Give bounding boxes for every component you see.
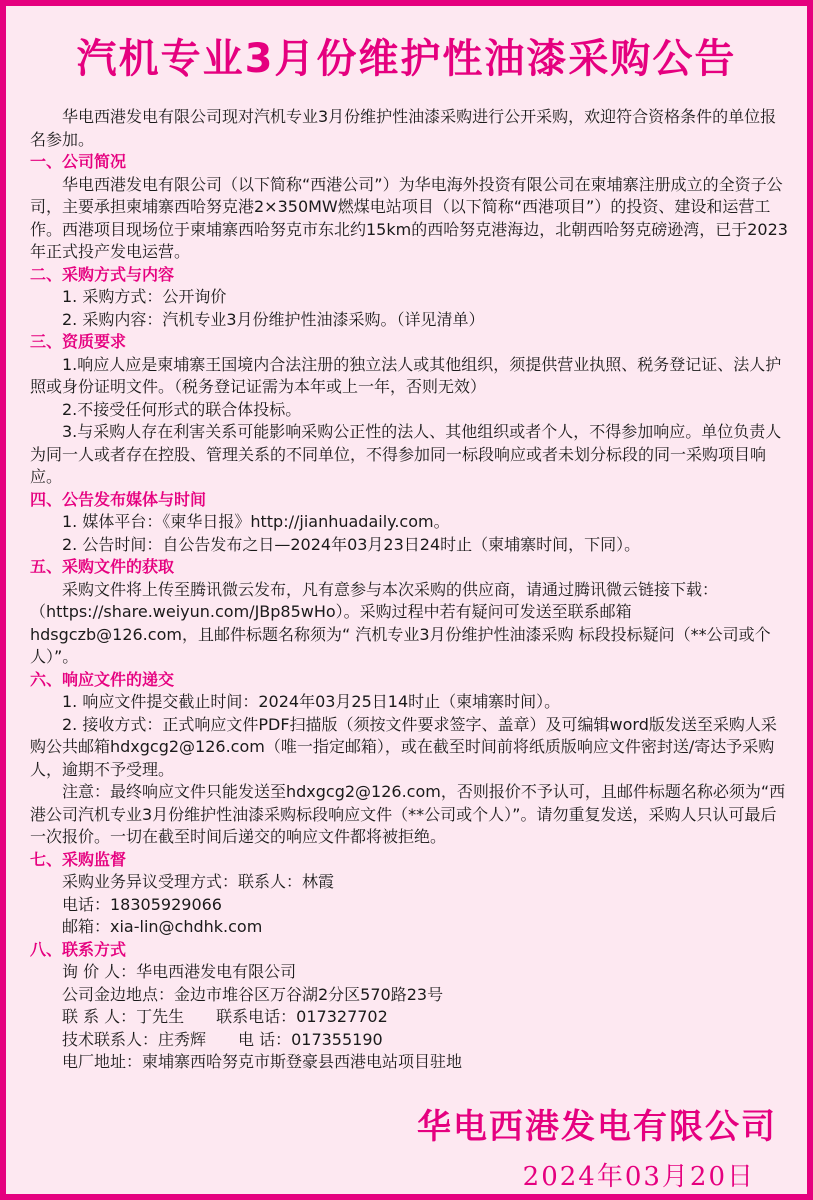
section-heading-submission: 六、响应文件的递交 (30, 669, 175, 689)
supervision-item: 采购业务异议受理方式：联系人：林霞 (62, 872, 335, 891)
method-item: 2. 采购内容：汽机专业3月份维护性油漆采购。（详见清单） (62, 309, 485, 329)
section-heading-company: 一、公司简况 (30, 152, 127, 171)
section-heading-qualification: 三、资质要求 (30, 332, 127, 351)
section-heading-media: 四、公告发布媒体与时间 (30, 489, 207, 509)
submission-paragraph: 1. 响应文件提交截止时间：2024年03月25日14时止（柬埔寨时间）。 (62, 692, 561, 711)
contact-item: 联 系 人：丁先生 联系电话：017327702 (62, 1007, 388, 1026)
intro-paragraph: 华电西港发电有限公司现对汽机专业3月份维护性油漆采购进行公开采购，欢迎符合资格条件的单位报名参加。 (30, 107, 777, 149)
media-item: 2. 公告时间：自公告发布之日—2024年03月23日24时止（柬埔寨时间，下同）。 (62, 534, 641, 554)
section-heading-contact: 八、联系方式 (30, 939, 127, 959)
qualification-paragraph: 3.与采购人存在利害关系可能影响采购公正性的法人、其他组织或者个人，不得参加响应。单位负责人为同一人或者存在控股、管理关系的不同单位，不得参加同一标段响应或者未划分标段的同一采购项目响应。 (30, 422, 782, 486)
section-heading-documents: 五、采购文件的获取 (30, 557, 175, 576)
documents-paragraph: 采购文件将上传至腾讯微云发布，凡有意参与本次采购的供应商，请通过腾讯微云链接下载：（https://share.weiyun.com/JBp85wHo）。采购过程中若有疑问可发送至联系邮箱hdsgczb@126.com，且邮件标题名称须为“ 汽机专业3月份维护性油漆采购 标段投标疑问（**公司或个人）”。 (30, 579, 771, 666)
qualification-paragraph: 2.不接受任何形式的联合体投标。 (62, 399, 302, 419)
method-item: 1. 采购方式：公开询价 (62, 287, 227, 306)
company-signature: 华电西港发电有限公司 (417, 1107, 777, 1147)
contact-item: 询 价 人：华电西港发电有限公司 (62, 962, 297, 981)
media-item: 1. 媒体平台：《柬华日报》http://jianhuadaily.com。 (62, 512, 450, 531)
announcement-body (30, 106, 790, 1074)
submission-paragraph: 2. 接收方式：正式响应文件PDF扫描版（须按文件要求签字、盖章）及可编辑word版发送至采购人采购公共邮箱hdxgcg2@126.com（唯一指定邮箱），或在截至时间前将纸质版响应文件密封送/寄达予采购人，逾期不予受理。 (30, 714, 777, 779)
contact-item: 技术联系人：庄秀辉 电 话：017355190 (62, 1029, 383, 1049)
supervision-item: 电话：18305929066 (62, 894, 222, 914)
company-paragraph: 华电西港发电有限公司（以下简称“西港公司”）为华电海外投资有限公司在柬埔寨注册成立的全资子公司，主要承担柬埔寨西哈努克港2×350MW燃煤电站项目（以下简称“西港项目”）的投资、建设和运营工作。西港项目现场位于柬埔寨西哈努克市东北约15km的西哈努克港海边，北朝西哈努克磅逊湾，已于2023年正式投产发电运营。 (30, 174, 788, 261)
submission-note: 注意：最终响应文件只能发送至hdxgcg2@126.com，否则报价不予认可，且邮件标题名称必须为“西港公司汽机专业3月份维护性油漆采购标段响应文件（**公司或个人）”。请勿重复发送，采购人只认可最后一次报价。一切在截至时间后递交的响应文件都将被拒绝。 (30, 782, 786, 846)
contact-item: 电厂地址：柬埔寨西哈努克市斯登豪县西港电站项目驻地 (62, 1052, 463, 1071)
section-heading-method: 二、采购方式与内容 (30, 264, 175, 284)
page-title: 汽机专业3月份维护性油漆采购公告 (76, 36, 737, 82)
contact-item: 公司金边地点：金边市堆谷区万谷湖2分区570路23号 (62, 984, 444, 1004)
section-heading-supervision: 七、采购监督 (30, 849, 127, 869)
supervision-item: 邮箱：xia-lin@chdhk.com (62, 917, 263, 936)
qualification-paragraph: 1.响应人应是柬埔寨王国境内合法注册的独立法人或其他组织，须提供营业执照、税务登记证、法人护照或身份证明文件。（税务登记证需为本年或上一年，否则无效） (30, 354, 782, 396)
announcement-date: 2024年03月20日 (522, 1162, 755, 1192)
